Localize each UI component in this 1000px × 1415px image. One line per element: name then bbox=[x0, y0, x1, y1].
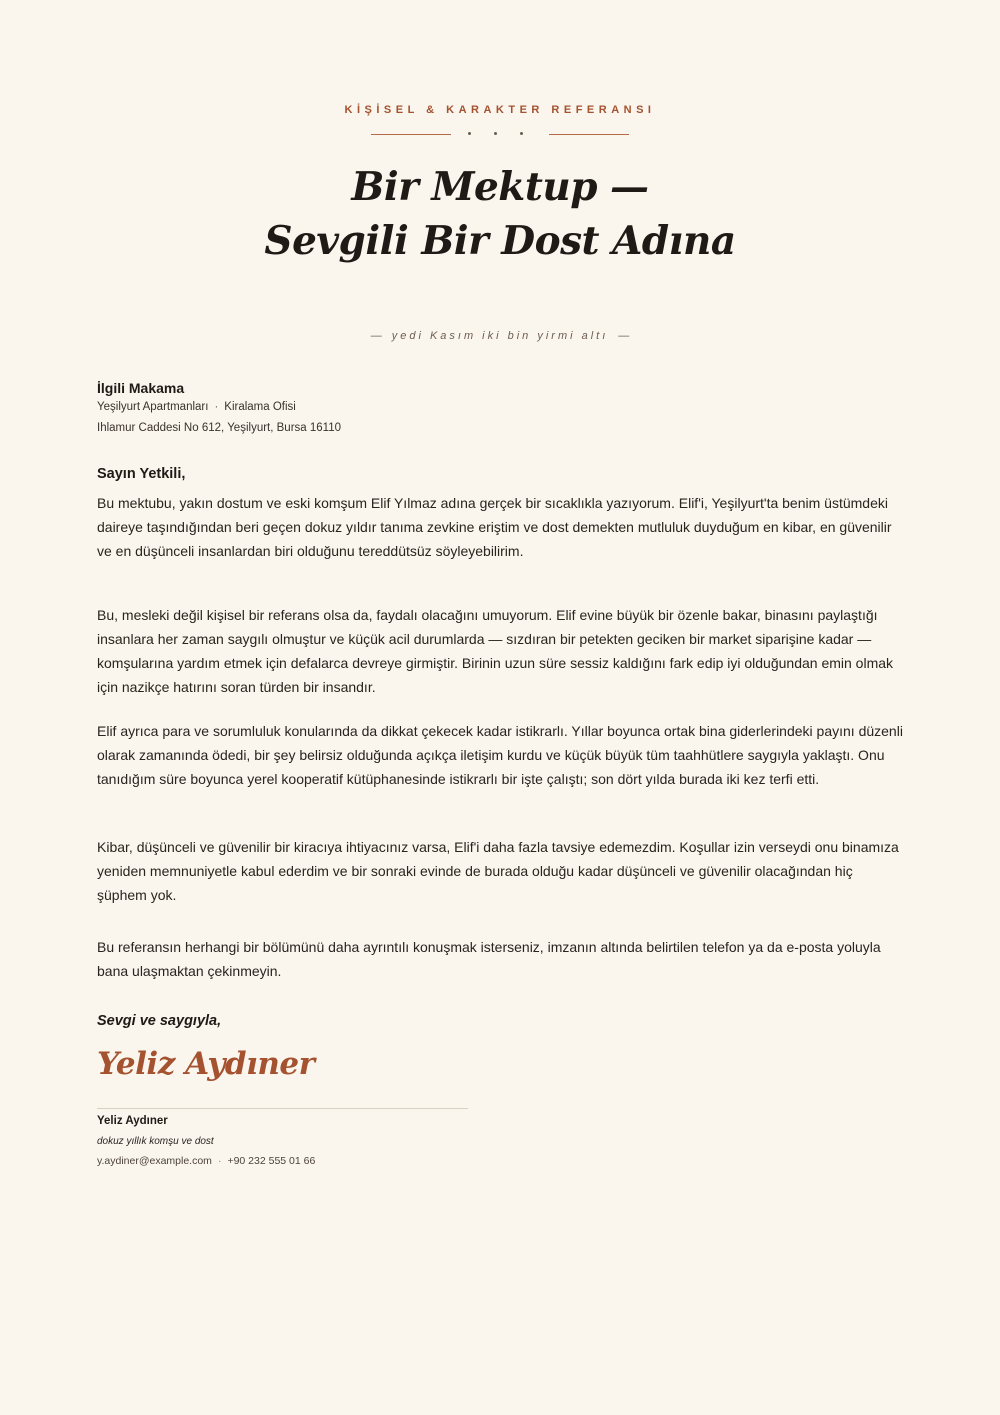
date-text: yedi Kasım iki bin yirmi altı bbox=[391, 330, 609, 342]
recipient-org: Yeşilyurt Apartmanları bbox=[97, 401, 209, 413]
ornament-dot bbox=[494, 132, 497, 135]
signer-phone[interactable]: +90 232 555 01 66 bbox=[227, 1155, 316, 1167]
title-line-2: Sevgili Bir Dost Adına bbox=[264, 218, 736, 264]
signer-contact bbox=[97, 1155, 315, 1167]
letter-date bbox=[97, 330, 903, 342]
recipient-separator: · bbox=[214, 401, 219, 413]
letter-title bbox=[97, 160, 903, 268]
recipient-address: Ihlamur Caddesi No 612, Yeşilyurt, Bursa 16110 bbox=[97, 422, 341, 434]
letter-paragraph: Bu, mesleki değil kişisel bir referans olsa da, faydalı olacağını umuyorum. Elif evine büyük bir özenle bakar, binasını paylaştığı insanlara her zaman saygılı olmuştur ve küçük acil durumlarda — sızdıran bir petekten geciken bir market siparişine kadar — komşularına yardım etmek için defalarca devreye girmiştir. Birinin uzun süre sessiz kaldığını fark edip iyi olduğundan emin olmak için nazikçe hatırını soran türden bir insandır. bbox=[97, 607, 894, 695]
letter-paragraph: Bu referansın herhangi bir bölümünü daha ayrıntılı konuşmak isterseniz, imzanın altında belirtilen telefon ya da e-posta yoluyla bana ulaşmaktan çekinmeyin. bbox=[97, 939, 881, 979]
title-ornament bbox=[371, 126, 629, 142]
signer-role: dokuz yıllık komşu ve dost bbox=[97, 1136, 214, 1147]
signer-email[interactable]: y.aydiner@example.com bbox=[97, 1155, 212, 1167]
letter-paragraph: Bu mektubu, yakın dostum ve eski komşum Elif Yılmaz adına gerçek bir sıcaklıkla yazıyorum. Elif'i, Yeşilyurt'ta benim üstümdeki daireye taşındığından beri geçen dokuz yıldır tanıma zevkine eriştim ve dost demekten mutluluk duyduğum en kibar, en güvenilir ve en düşünceli insanlardan biri olduğunu tereddütsüz söyleyebilirim. bbox=[97, 495, 892, 559]
contact-separator: · bbox=[217, 1155, 222, 1167]
signature-divider bbox=[97, 1108, 468, 1109]
letter-eyebrow: KİŞİSEL & KARAKTER REFERANSI bbox=[344, 104, 656, 116]
handwritten-signature: Yeliz Aydıner bbox=[97, 1046, 315, 1082]
signer-name: Yeliz Aydıner bbox=[97, 1115, 168, 1127]
ornament-line-right bbox=[549, 134, 629, 135]
date-dash-left: — bbox=[370, 330, 382, 342]
letter-closing: Sevgi ve saygıyla, bbox=[97, 1013, 222, 1029]
ornament-line-left bbox=[371, 134, 451, 135]
ornament-dot bbox=[468, 132, 471, 135]
recipient-name: İlgili Makama bbox=[97, 380, 185, 396]
recipient-org-line bbox=[97, 397, 341, 418]
letter-paragraph: Kibar, düşünceli ve güvenilir bir kiracıya ihtiyacınız varsa, Elif'i daha fazla tavsiye edemezdim. Koşullar izin verseydi onu binamıza yeniden memnuniyetle kabul ederdim ve bir sonraki evinde de burada olduğu kadar düşünceli ve güvenilir olacağından hiç şüphem yok. bbox=[97, 839, 899, 903]
recipient-block bbox=[97, 379, 341, 439]
recipient-dept: Kiralama Ofisi bbox=[224, 401, 296, 413]
title-line-1: Bir Mektup — bbox=[351, 164, 649, 210]
salutation: Sayın Yetkili, bbox=[97, 466, 186, 482]
letter-paragraph: Elif ayrıca para ve sorumluluk konularında da dikkat çekecek kadar istikrarlı. Yıllar boyunca ortak bina giderlerindeki payını düzenli olarak zamanında ödedi, bir şey belirsiz olduğunda açıkça iletişim kurdu ve küçük büyük tüm taahhütlere saygıyla yaklaştı. Onu tanıdığım süre boyunca yerel kooperatif kütüphanesinde istikrarlı bir işte çalıştı; son dört yılda burada iki kez terfi etti. bbox=[97, 723, 903, 787]
ornament-dot bbox=[520, 132, 523, 135]
date-dash-right: — bbox=[618, 330, 630, 342]
